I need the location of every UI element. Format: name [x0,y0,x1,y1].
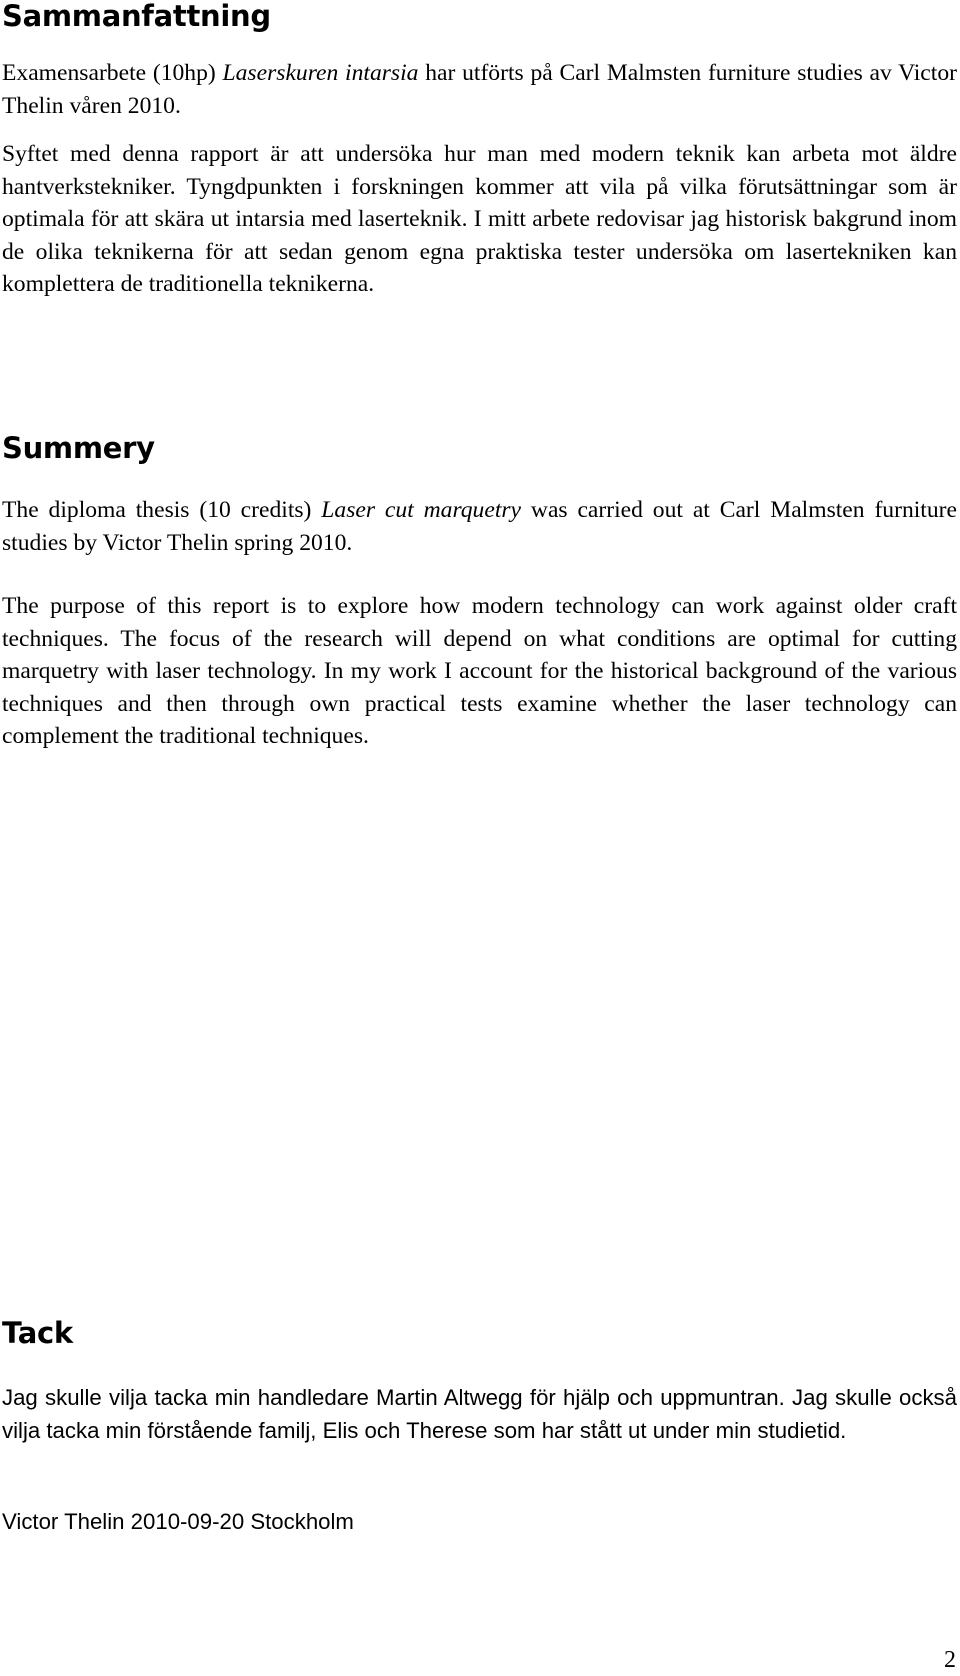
paragraph-sammanfattning-intro [2,57,957,122]
heading-summery: Summery [2,431,155,465]
paragraph-sammanfattning-body: Syftet med denna rapport är att undersöka hur man med modern teknik kan arbeta mot äldre hantverkstekniker. Tyngdpunkten i forskningen kommer att vila på vilka förutsättningar som är optimala för att skära ut intarsia med laserteknik. I mitt arbete redovisar jag historisk bakgrund inom de olika teknikerna för att sedan genom egna praktiska tester undersöka om lasertekniken kan komplettera de traditionella teknikerna. [2,141,957,297]
paragraph-summery-intro [2,494,957,559]
page-number: 2 [944,1647,956,1673]
intro-text-after: was carried out at Carl Malmsten furniture studies by Victor Thelin spring 2010. [2,497,957,556]
intro-text-after: har utförts på Carl Malmsten furniture studies av Victor Thelin våren 2010. [2,60,957,119]
intro-text-before: The diploma thesis (10 credits) [2,497,322,523]
intro-text-before: Examensarbete (10hp) [2,60,223,86]
signature-line: Victor Thelin 2010-09-20 Stockholm [2,1509,354,1534]
paragraph-acknowledgement: Jag skulle vilja tacka min handledare Martin Altwegg för hjälp och uppmuntran. Jag skulle också vilja tacka min förstående familj, Elis och Therese som har stått ut under min studietid. [2,1385,957,1443]
thesis-title-english: Laser cut marquetry [321,497,522,523]
heading-tack: Tack [2,1316,73,1350]
paragraph-summery-body: The purpose of this report is to explore how modern technology can work against older craft techniques. The focus of the research will depend on what conditions are optimal for cutting marquetry with laser technology. In my work I account for the historical background of the various techniques and then through own practical tests examine whether the laser technology can complement the traditional techniques. [2,593,957,749]
heading-sammanfattning: Sammanfattning [2,0,271,33]
thesis-title-swedish: Laserskuren intarsia [222,60,419,86]
